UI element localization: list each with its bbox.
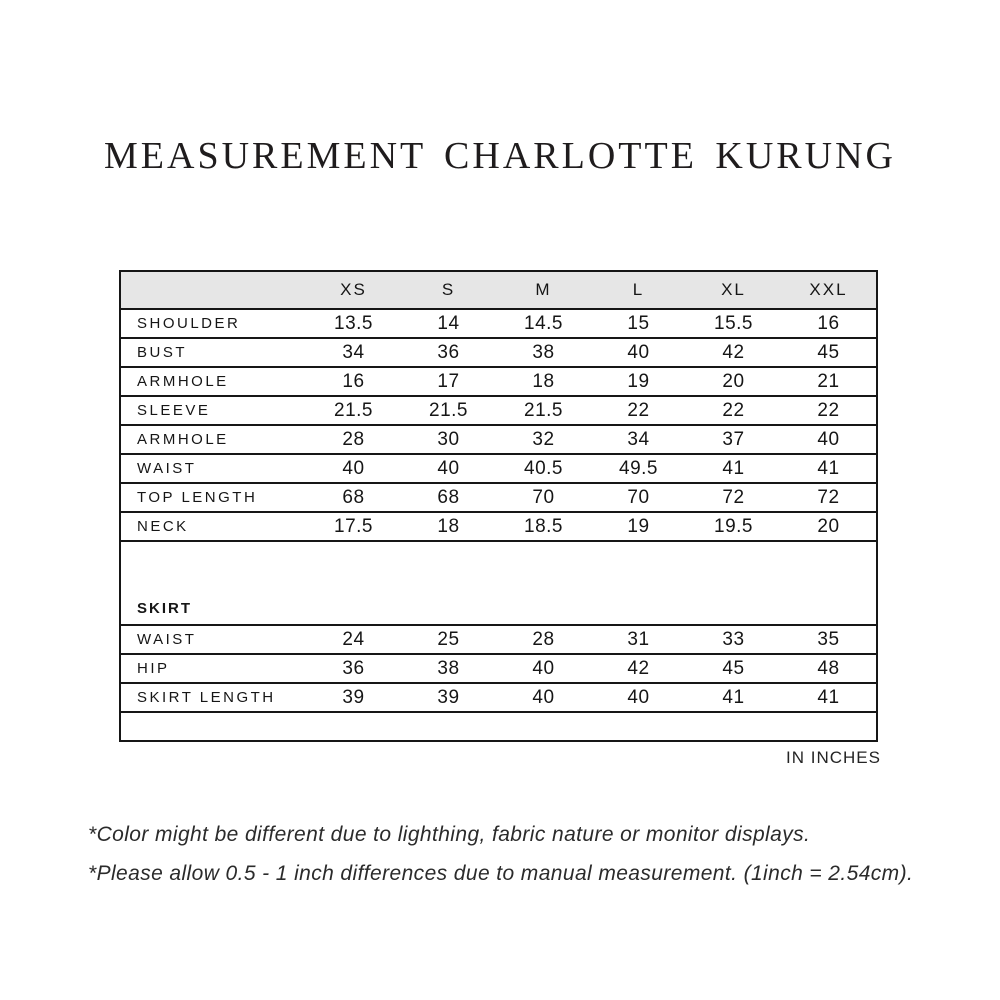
measurement-value: 19.5 bbox=[714, 515, 753, 537]
measurement-value: 21 bbox=[817, 370, 840, 392]
measurement-value: 68 bbox=[342, 486, 365, 508]
row-label: SKIRT LENGTH bbox=[137, 689, 276, 706]
measurement-value: 21.5 bbox=[334, 399, 373, 421]
measurement-value: 17.5 bbox=[334, 515, 373, 537]
measurement-value: 41 bbox=[817, 457, 840, 479]
spacer-row bbox=[121, 713, 876, 740]
footnote-measurement-disclaimer: *Please allow 0.5 - 1 inch differences due to manual measurement. (1inch = 2.54cm). bbox=[88, 862, 914, 885]
measurement-value: 40 bbox=[627, 341, 650, 363]
section-row bbox=[121, 542, 876, 626]
measurement-value: 48 bbox=[817, 657, 840, 679]
measurement-value: 19 bbox=[627, 370, 650, 392]
row-label: WAIST bbox=[137, 631, 197, 648]
measurement-value: 15.5 bbox=[714, 312, 753, 334]
measurement-value: 72 bbox=[722, 486, 745, 508]
measurement-value: 30 bbox=[437, 428, 460, 450]
column-header-l: L bbox=[632, 280, 645, 299]
row-label: NECK bbox=[137, 518, 189, 535]
column-header-xxl: XXL bbox=[809, 280, 848, 299]
measurement-value: 34 bbox=[627, 428, 650, 450]
row-label: TOP LENGTH bbox=[137, 489, 258, 506]
measurement-value: 40 bbox=[342, 457, 365, 479]
measurement-value: 70 bbox=[532, 486, 555, 508]
measurement-value: 18 bbox=[532, 370, 555, 392]
row-label: WAIST bbox=[137, 460, 197, 477]
measurement-value: 36 bbox=[437, 341, 460, 363]
measurement-table bbox=[119, 270, 878, 742]
footnotes bbox=[88, 822, 938, 900]
measurement-value: 19 bbox=[627, 515, 650, 537]
measurement-value: 17 bbox=[437, 370, 460, 392]
measurement-value: 70 bbox=[627, 486, 650, 508]
measurement-value: 38 bbox=[437, 657, 460, 679]
table-body bbox=[121, 310, 876, 740]
column-header-m: M bbox=[535, 280, 552, 299]
measurement-value: 34 bbox=[342, 341, 365, 363]
measurement-value: 38 bbox=[532, 341, 555, 363]
table-row bbox=[121, 684, 876, 713]
table-row bbox=[121, 397, 876, 426]
measurement-value: 41 bbox=[817, 686, 840, 708]
measurement-value: 28 bbox=[342, 428, 365, 450]
row-label: SLEEVE bbox=[137, 402, 211, 419]
row-label: SHOULDER bbox=[137, 315, 241, 332]
measurement-value: 21.5 bbox=[524, 399, 563, 421]
measurement-value: 33 bbox=[722, 628, 745, 650]
measurement-value: 36 bbox=[342, 657, 365, 679]
measurement-value: 14 bbox=[437, 312, 460, 334]
measurement-value: 42 bbox=[627, 657, 650, 679]
measurement-value: 22 bbox=[627, 399, 650, 421]
column-header-s: S bbox=[441, 280, 456, 299]
column-header-xl: XL bbox=[721, 280, 746, 299]
row-label: ARMHOLE bbox=[137, 373, 229, 390]
measurement-value: 18.5 bbox=[524, 515, 563, 537]
measurement-value: 45 bbox=[722, 657, 745, 679]
measurement-value: 49.5 bbox=[619, 457, 658, 479]
row-label: HIP bbox=[137, 660, 170, 677]
measurement-value: 39 bbox=[342, 686, 365, 708]
measurement-value: 40.5 bbox=[524, 457, 563, 479]
measurement-value: 40 bbox=[532, 657, 555, 679]
measurement-value: 20 bbox=[722, 370, 745, 392]
unit-note: IN INCHES bbox=[786, 748, 881, 767]
measurement-value: 39 bbox=[437, 686, 460, 708]
measurement-value: 41 bbox=[722, 686, 745, 708]
measurement-value: 28 bbox=[532, 628, 555, 650]
measurement-value: 40 bbox=[437, 457, 460, 479]
page-title: MEASUREMENT CHARLOTTE KURUNG bbox=[104, 135, 896, 177]
column-header-xs: XS bbox=[340, 280, 367, 299]
measurement-value: 14.5 bbox=[524, 312, 563, 334]
measurement-value: 15 bbox=[627, 312, 650, 334]
row-label: BUST bbox=[137, 344, 188, 361]
measurement-value: 31 bbox=[627, 628, 650, 650]
table-row bbox=[121, 368, 876, 397]
measurement-value: 68 bbox=[437, 486, 460, 508]
row-label: SKIRT bbox=[137, 600, 192, 617]
table-header-row bbox=[121, 272, 876, 310]
table-row bbox=[121, 310, 876, 339]
table-row bbox=[121, 426, 876, 455]
measurement-value: 22 bbox=[722, 399, 745, 421]
measurement-value: 40 bbox=[627, 686, 650, 708]
measurement-value: 42 bbox=[722, 341, 745, 363]
table-row bbox=[121, 626, 876, 655]
table-row bbox=[121, 484, 876, 513]
table-row bbox=[121, 455, 876, 484]
measurement-value: 25 bbox=[437, 628, 460, 650]
measurement-value: 16 bbox=[817, 312, 840, 334]
measurement-value: 13.5 bbox=[334, 312, 373, 334]
measurement-value: 40 bbox=[817, 428, 840, 450]
table-row bbox=[121, 513, 876, 542]
measurement-value: 37 bbox=[722, 428, 745, 450]
measurement-value: 41 bbox=[722, 457, 745, 479]
measurement-value: 40 bbox=[532, 686, 555, 708]
measurement-value: 20 bbox=[817, 515, 840, 537]
measurement-value: 16 bbox=[342, 370, 365, 392]
measurement-value: 72 bbox=[817, 486, 840, 508]
measurement-value: 32 bbox=[532, 428, 555, 450]
table-row bbox=[121, 655, 876, 684]
measurement-value: 21.5 bbox=[429, 399, 468, 421]
measurement-value: 35 bbox=[817, 628, 840, 650]
measurement-value: 45 bbox=[817, 341, 840, 363]
table-row bbox=[121, 339, 876, 368]
footnote-color-disclaimer: *Color might be different due to lighthing, fabric nature or monitor displays. bbox=[88, 823, 811, 846]
measurement-value: 24 bbox=[342, 628, 365, 650]
measurement-value: 18 bbox=[437, 515, 460, 537]
row-label: ARMHOLE bbox=[137, 431, 229, 448]
measurement-value: 22 bbox=[817, 399, 840, 421]
